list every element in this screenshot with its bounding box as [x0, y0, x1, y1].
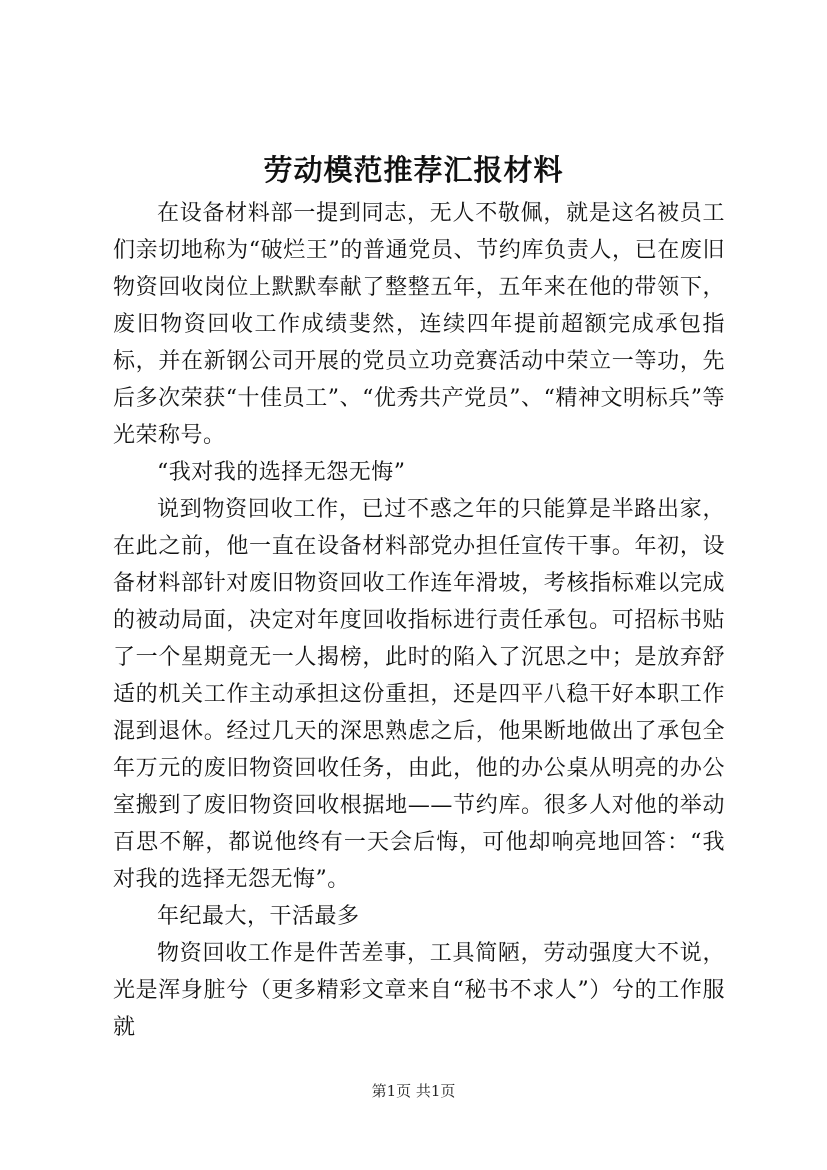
- paragraph-hard-work: 物资回收工作是件苦差事，工具简陋，劳动强度大不说，光是浑身脏兮（更多精彩文章来自“秘书不求人”）兮的工作服就: [113, 941, 725, 1040]
- document-body: [113, 195, 725, 1046]
- section-heading-oldest-hardest-worker: 年纪最大，干活最多: [157, 904, 360, 929]
- section-heading-no-regrets: “我对我的选择无怨无悔”: [157, 460, 406, 485]
- page-number-footer: 第1页 共1页: [371, 1082, 456, 1100]
- paragraph-recycling-story: 说到物资回收工作，已过不惑之年的只能算是半路出家，在此之前，他一直在设备材料部党办担任宣传干事。年初，设备材料部针对废旧物资回收工作连年滑坡，考核指标难以完成的被动局面，决定对年度回收指标进行责任承包。可招标书贴了一个星期竟无一人揭榜，此时的陷入了沉思之中；是放弃舒适的机关工作主动承担这份重担，还是四平八稳干好本职工作混到退休。经过几天的深思熟虑之后，他果断地做出了承包全年万元的废旧物资回收任务，由此，他的办公桌从明亮的办公室搬到了废旧物资回收根据地——节约库。很多人对他的举动百思不解，都说他终有一天会后悔，可他却响亮地回答：“我对我的选择无怨无悔”。: [113, 497, 725, 892]
- document-title: 劳动模范推荐汇报材料: [263, 153, 564, 187]
- paragraph-intro: 在设备材料部一提到同志，无人不敬佩，就是这名被员工们亲切地称为“破烂王”的普通党员、节约库负责人，已在废旧物资回收岗位上默默奉献了整整五年，五年来在他的带领下，废旧物资回收工作成绩斐然，连续四年提前超额完成承包指标，并在新钢公司开展的党员立功竞赛活动中荣立一等功，先后多次荣获“十佳员工”、“优秀共产党员”、“精神文明标兵”等光荣称号。: [113, 201, 725, 448]
